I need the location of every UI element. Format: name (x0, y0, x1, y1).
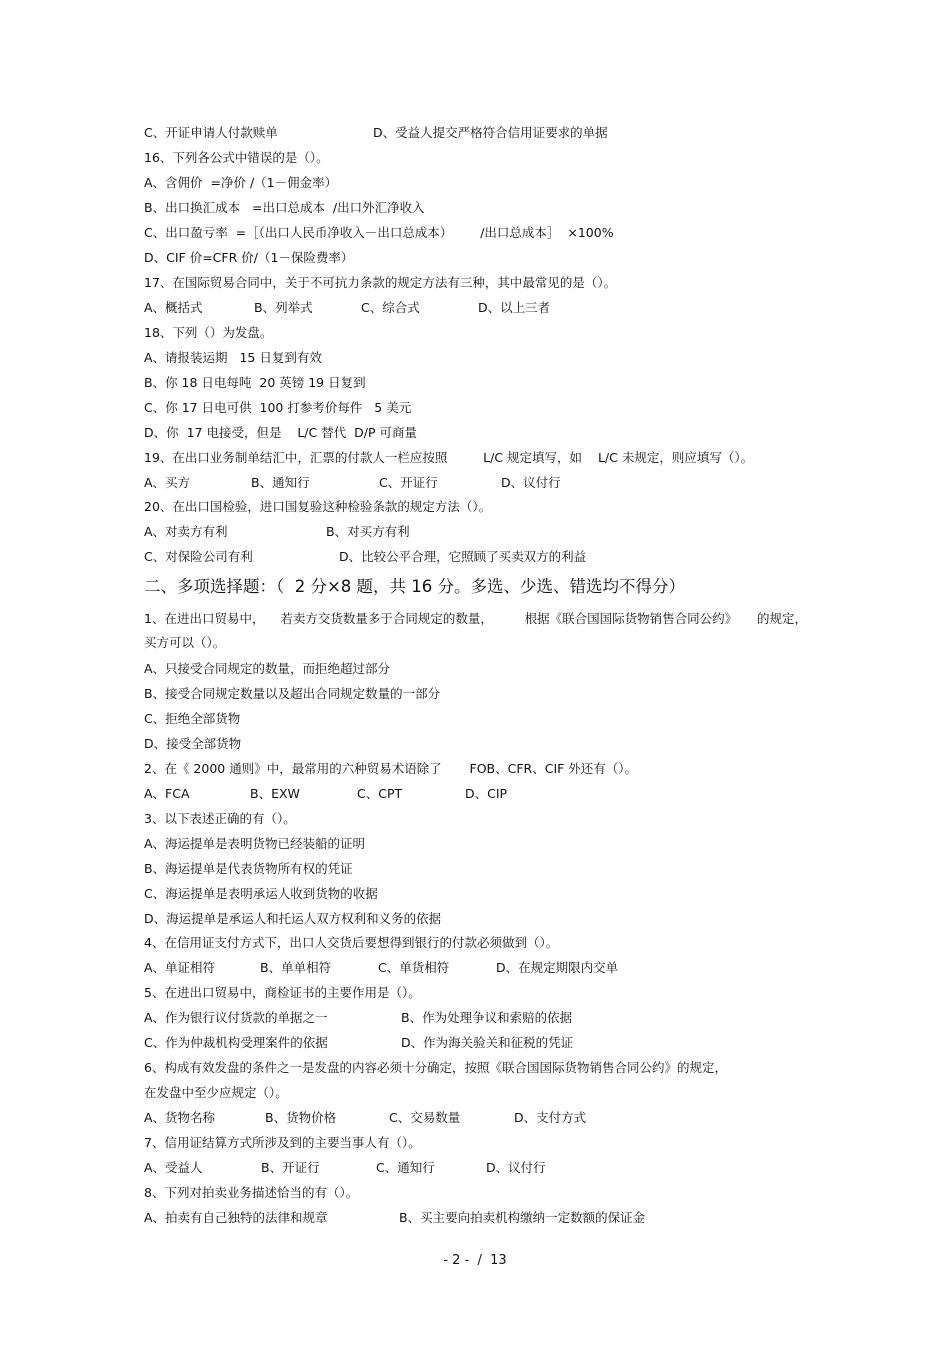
question-5: 5、在进出口贸易中，商检证书的主要作用是（）。 (144, 985, 421, 1000)
option-d: D、议付行 (486, 1160, 546, 1175)
question-6: 6、构成有效发盘的条件之一是发盘的内容必须十分确定，按照《联合国国际货物销售合同公约》的规定， (144, 1060, 727, 1075)
option-line: B、出口换汇成本 =出口总成本 /出口外汇净收入 (144, 200, 425, 215)
option-c: C、开证行 (379, 475, 438, 490)
option-d: D、支付方式 (514, 1110, 587, 1125)
option-a: A、概括式 (144, 300, 203, 315)
option-b: B、作为处理争议和索赔的依据 (401, 1010, 573, 1025)
option-d: D、作为海关验关和征税的凭证 (401, 1035, 574, 1050)
option-d: D、比较公平合理，它照顾了买卖双方的利益 (339, 549, 587, 564)
option-line: A、含佣价 =净价 /（1－佣金率） (144, 175, 338, 190)
option-a: A、货物名称 (144, 1110, 216, 1125)
option-b: B、EXW (250, 786, 300, 801)
option-line: D、CIF 价=CFR 价/（1－保险费率） (144, 250, 354, 265)
option-line: D、你 17 电接受，但是 L/C 替代 D/P 可商量 (144, 425, 418, 440)
option-d: D、在规定期限内交单 (496, 960, 619, 975)
option-line: B、接受合同规定数量以及超出合同规定数量的一部分 (144, 686, 441, 701)
option-d: D、以上三者 (478, 300, 551, 315)
section-heading: 二、多项选择题：（ 2 分×8 题，共 16 分。多选、少选、错选均不得分） (144, 577, 686, 596)
question-18: 18、下列（）为发盘。 (144, 325, 273, 340)
option-c: C、开证申请人付款赎单 (144, 125, 278, 140)
option-a: A、受益人 (144, 1160, 203, 1175)
option-line: C、海运提单是表明承运人收到货物的收据 (144, 886, 378, 901)
option-b: B、单单相符 (260, 960, 332, 975)
question-19: 19、在出口业务制单结汇中，汇票的付款人一栏应按照 L/C 规定填写，如 L/C 未规定，则应填写（）。 (144, 450, 754, 465)
question-4: 4、在信用证支付方式下，出口人交货后要想得到银行的付款必须做到（）。 (144, 935, 559, 950)
question-text: 在发盘中至少应规定（）。 (144, 1085, 288, 1100)
question-2: 2、在《 2000 通则》中，最常用的六种贸易术语除了 FOB、CFR、CIF 外还有（）。 (144, 761, 638, 776)
option-a: A、买方 (144, 475, 191, 490)
question-text: 买方可以（）。 (144, 635, 226, 650)
option-line: A、请报装运期 15 日复到有效 (144, 350, 322, 365)
option-line: C、拒绝全部货物 (144, 711, 241, 726)
option-c: C、CPT (357, 786, 403, 801)
option-line: D、海运提单是承运人和托运人双方权利和义务的依据 (144, 911, 442, 926)
option-line: A、只接受合同规定的数量，而拒绝超过部分 (144, 661, 391, 676)
option-d: D、议付行 (501, 475, 561, 490)
option-c: C、单货相符 (378, 960, 450, 975)
option-line: B、你 18 日电每吨 20 英镑 19 日复到 (144, 375, 366, 390)
option-b: B、列举式 (254, 300, 313, 315)
option-c: C、综合式 (361, 300, 420, 315)
option-b: B、买主要向拍卖机构缴纳一定数额的保证金 (399, 1210, 646, 1225)
option-b: B、货物价格 (265, 1110, 337, 1125)
question-16: 16、下列各公式中错误的是（）。 (144, 150, 329, 165)
option-c: C、交易数量 (389, 1110, 461, 1125)
option-a: A、作为银行议付货款的单据之一 (144, 1010, 328, 1025)
option-a: A、对卖方有利 (144, 524, 228, 539)
option-line: B、海运提单是代表货物所有权的凭证 (144, 861, 353, 876)
option-b: B、通知行 (251, 475, 310, 490)
option-c: C、作为仲裁机构受理案件的依据 (144, 1035, 328, 1050)
option-d: D、受益人提交严格符合信用证要求的单据 (373, 125, 608, 140)
option-line: C、出口盈亏率 =［（出口人民币净收入－出口总成本） /出口总成本］ ×100% (144, 225, 614, 240)
option-line: C、你 17 日电可供 100 打参考价每件 5 美元 (144, 400, 412, 415)
option-c: C、通知行 (376, 1160, 435, 1175)
page-number: - 2 - / 13 (443, 1253, 507, 1268)
question-20: 20、在出口国检验，进口国复验这种检验条款的规定方法（）。 (144, 499, 492, 514)
option-a: A、FCA (144, 786, 190, 801)
option-a: A、单证相符 (144, 960, 216, 975)
option-b: B、开证行 (261, 1160, 320, 1175)
option-line: A、海运提单是表明货物已经装船的证明 (144, 836, 366, 851)
question-1: 1、在进出口贸易中， 若卖方交货数量多于合同规定的数量， 根据《联合国国际货物销售合同公约》 的规定， (144, 611, 808, 626)
option-d: D、CIP (465, 786, 508, 801)
option-c: C、对保险公司有利 (144, 549, 253, 564)
question-8: 8、下列对拍卖业务描述恰当的有（）。 (144, 1185, 359, 1200)
option-line: D、接受全部货物 (144, 736, 242, 751)
option-a: A、拍卖有自己独特的法律和规章 (144, 1210, 328, 1225)
question-3: 3、以下表述正确的有（）。 (144, 811, 296, 826)
question-7: 7、信用证结算方式所涉及到的主要当事人有（）。 (144, 1135, 421, 1150)
option-b: B、对买方有利 (326, 524, 410, 539)
question-17: 17、在国际贸易合同中，关于不可抗力条款的规定方法有三种，其中最常见的是（）。 (144, 275, 617, 290)
